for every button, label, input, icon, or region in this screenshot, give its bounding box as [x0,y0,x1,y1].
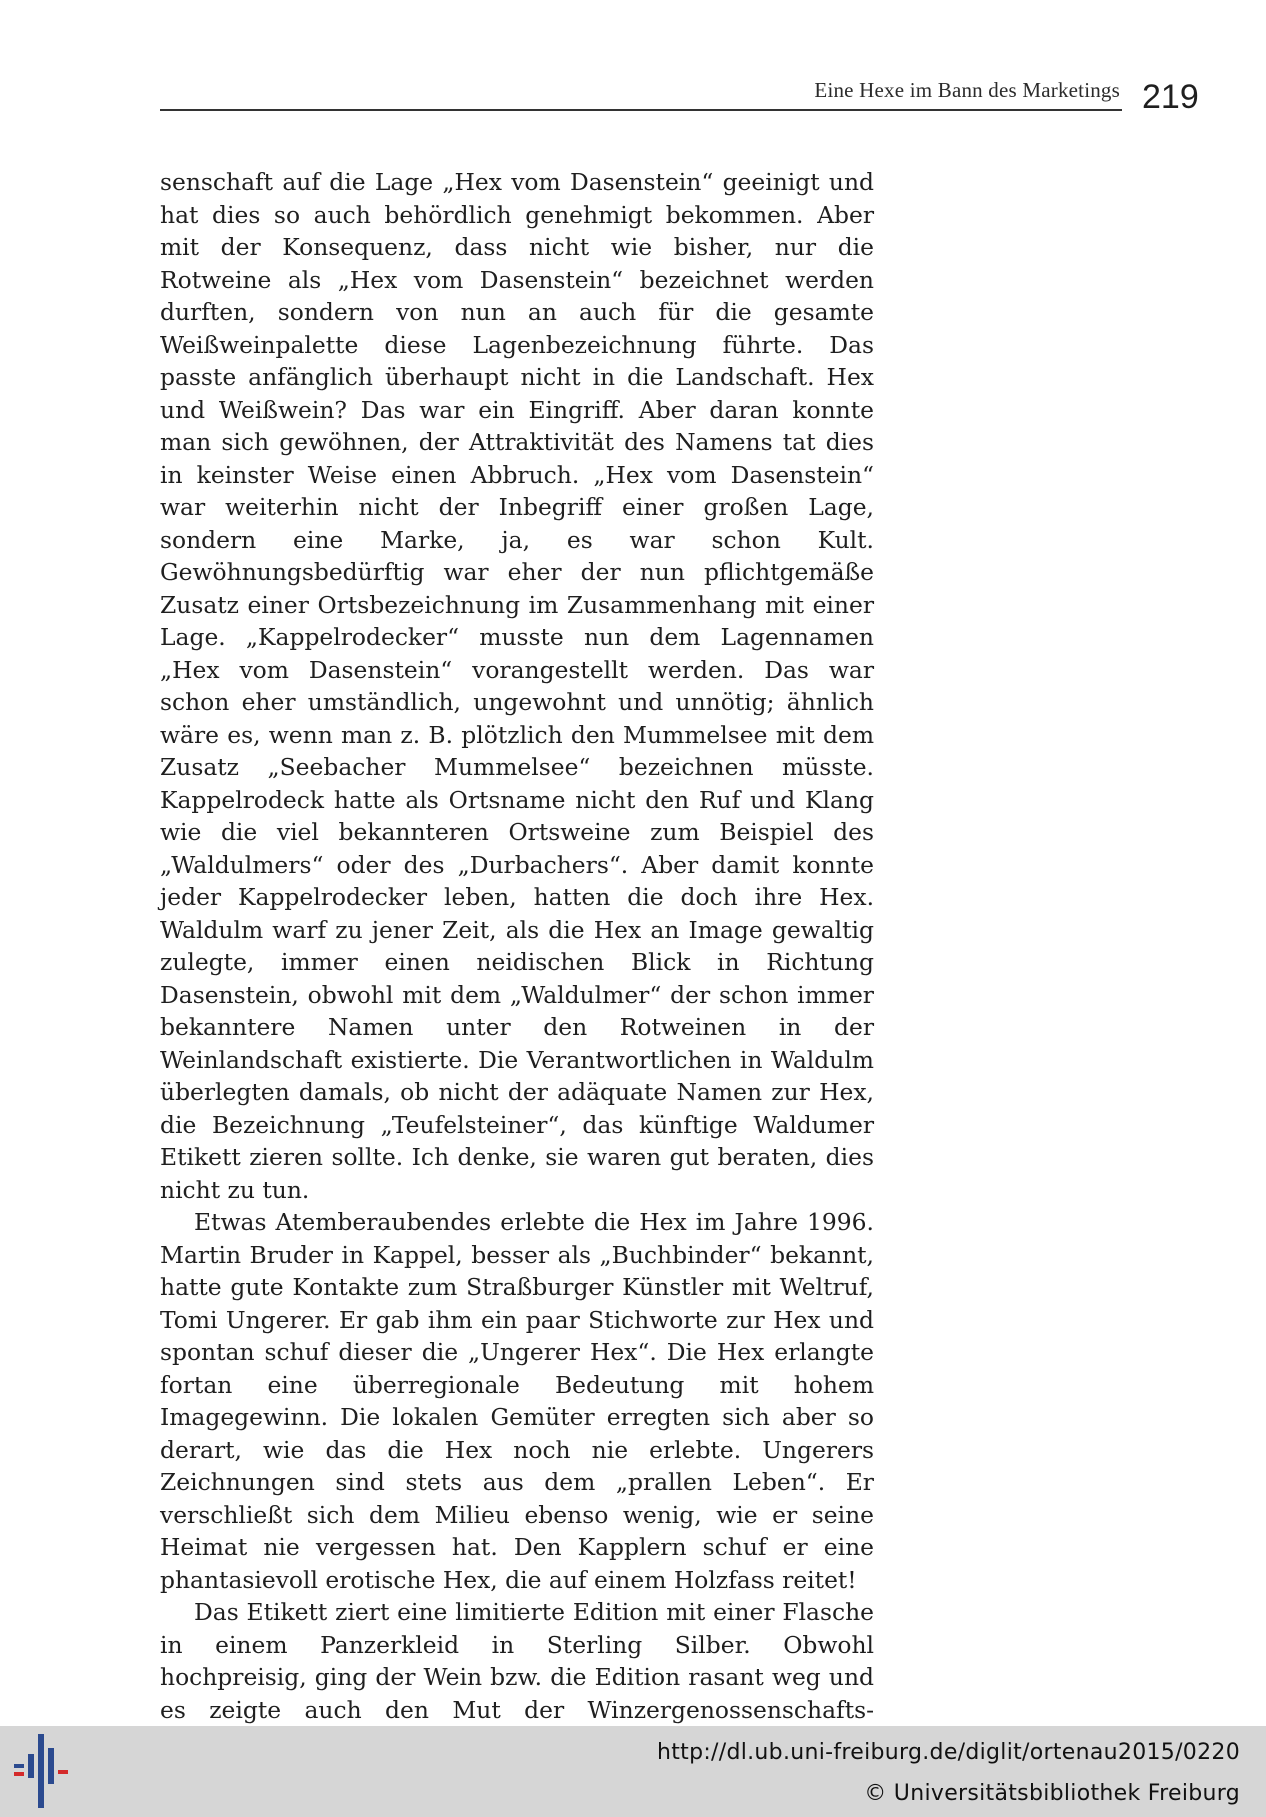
source-url[interactable]: http://dl.ub.uni-freiburg.de/diglit/ortenau2015/0220 [656,1740,1240,1765]
footer-bar [0,1726,1266,1817]
body-text [160,166,874,1791]
header-rule [160,109,1122,111]
paragraph: senschaft auf die Lage „Hex vom Dasenstein“ geeinigt und hat dies so auch behördlich genehmigt bekommen. Aber mit der Konsequenz, dass nicht wie bisher, nur die Rotweine als „Hex vom Dasenstein“ bezeichnet werden durften, sondern von nun an auch für die gesamte Weißweinpalette diese Lagenbezeichnung führte. Das passte anfänglich überhaupt nicht in die Landschaft. Hex und Weißwein? Das war ein Eingriff. Aber daran konnte man sich gewöhnen, der Attraktivität des Namens tat dies in keinster Weise einen Abbruch. „Hex vom Dasenstein“ war weiterhin nicht der Inbegriff einer großen Lage, sondern eine Marke, ja, es war schon Kult. Gewöhnungsbedürftig war eher der nun pflichtgemäße Zusatz einer Ortsbezeichnung im Zusammenhang mit einer Lage. „Kappelrodecker“ musste nun dem Lagennamen „Hex vom Dasenstein“ vorangestellt werden. Das war schon eher umständlich, ungewohnt und unnötig; ähnlich wäre es, wenn man z. B. plötzlich den Mummelsee mit dem Zusatz „Seebacher Mummelsee“ bezeichnen müsste. Kappelrodeck hatte als Ortsname nicht den Ruf und Klang wie die viel bekannteren Ortsweine zum Beispiel des „Waldulmers“ oder des „Durbachers“. Aber damit konnte jeder Kappelrodecker leben, hatten die doch ihre Hex. Waldulm warf zu jener Zeit, als die Hex an Image gewaltig zulegte, immer einen neidischen Blick in Richtung Dasenstein, obwohl mit dem „Waldulmer“ der schon immer bekanntere Namen unter den Rotweinen in der Weinlandschaft existierte. Die Verantwortlichen in Waldulm überlegten damals, ob nicht der adäquate Namen zur Hex, die Bezeichnung „Teufelsteiner“, das künftige Waldumer Etikett zieren sollte. Ich denke, sie waren gut beraten, dies nicht zu tun. [160,168,874,1204]
paragraph: Das Etikett ziert eine limitierte Edition mit einer Flasche in einem Panzerkleid in Sterling Silber. Obwohl hochpreisig, ging der Wein bzw. die Edition rasant weg und es zeigte auch den Mut der Winzergenossenschafts- [160,1598,874,1724]
copyright-notice: © Universitätsbibliothek Freiburg [864,1781,1240,1806]
paragraph: Etwas Atemberaubendes erlebte die Hex im Jahre 1996. Martin Bruder in Kappel, besser als „Buchbinder“ bekannt, hatte gute Kontakte zum Straßburger Künstler mit Weltruf, Tomi Ungerer. Er gab ihm ein paar Stichworte zur Hex und spontan schuf dieser die „Ungerer Hex“. Die Hex erlangte fortan eine überregionale Bedeutung mit hohem Imagegewinn. Die lokalen Gemüter erregten sich aber so derart, wie das die Hex noch nie erlebte. Ungerers Zeichnungen sind stets aus dem „prallen Leben“. Er verschließt sich dem Milieu ebenso wenig, wie er seine Heimat nie vergessen hat. Den Kapplern schuf er eine phantasievoll erotische Hex, die auf einem Holzfass reitet! [160,1208,874,1594]
page-number: 219 [1142,78,1199,116]
ub-freiburg-logo-icon [0,1726,90,1817]
running-title: Eine Hexe im Bann des Marketings [814,78,1120,102]
